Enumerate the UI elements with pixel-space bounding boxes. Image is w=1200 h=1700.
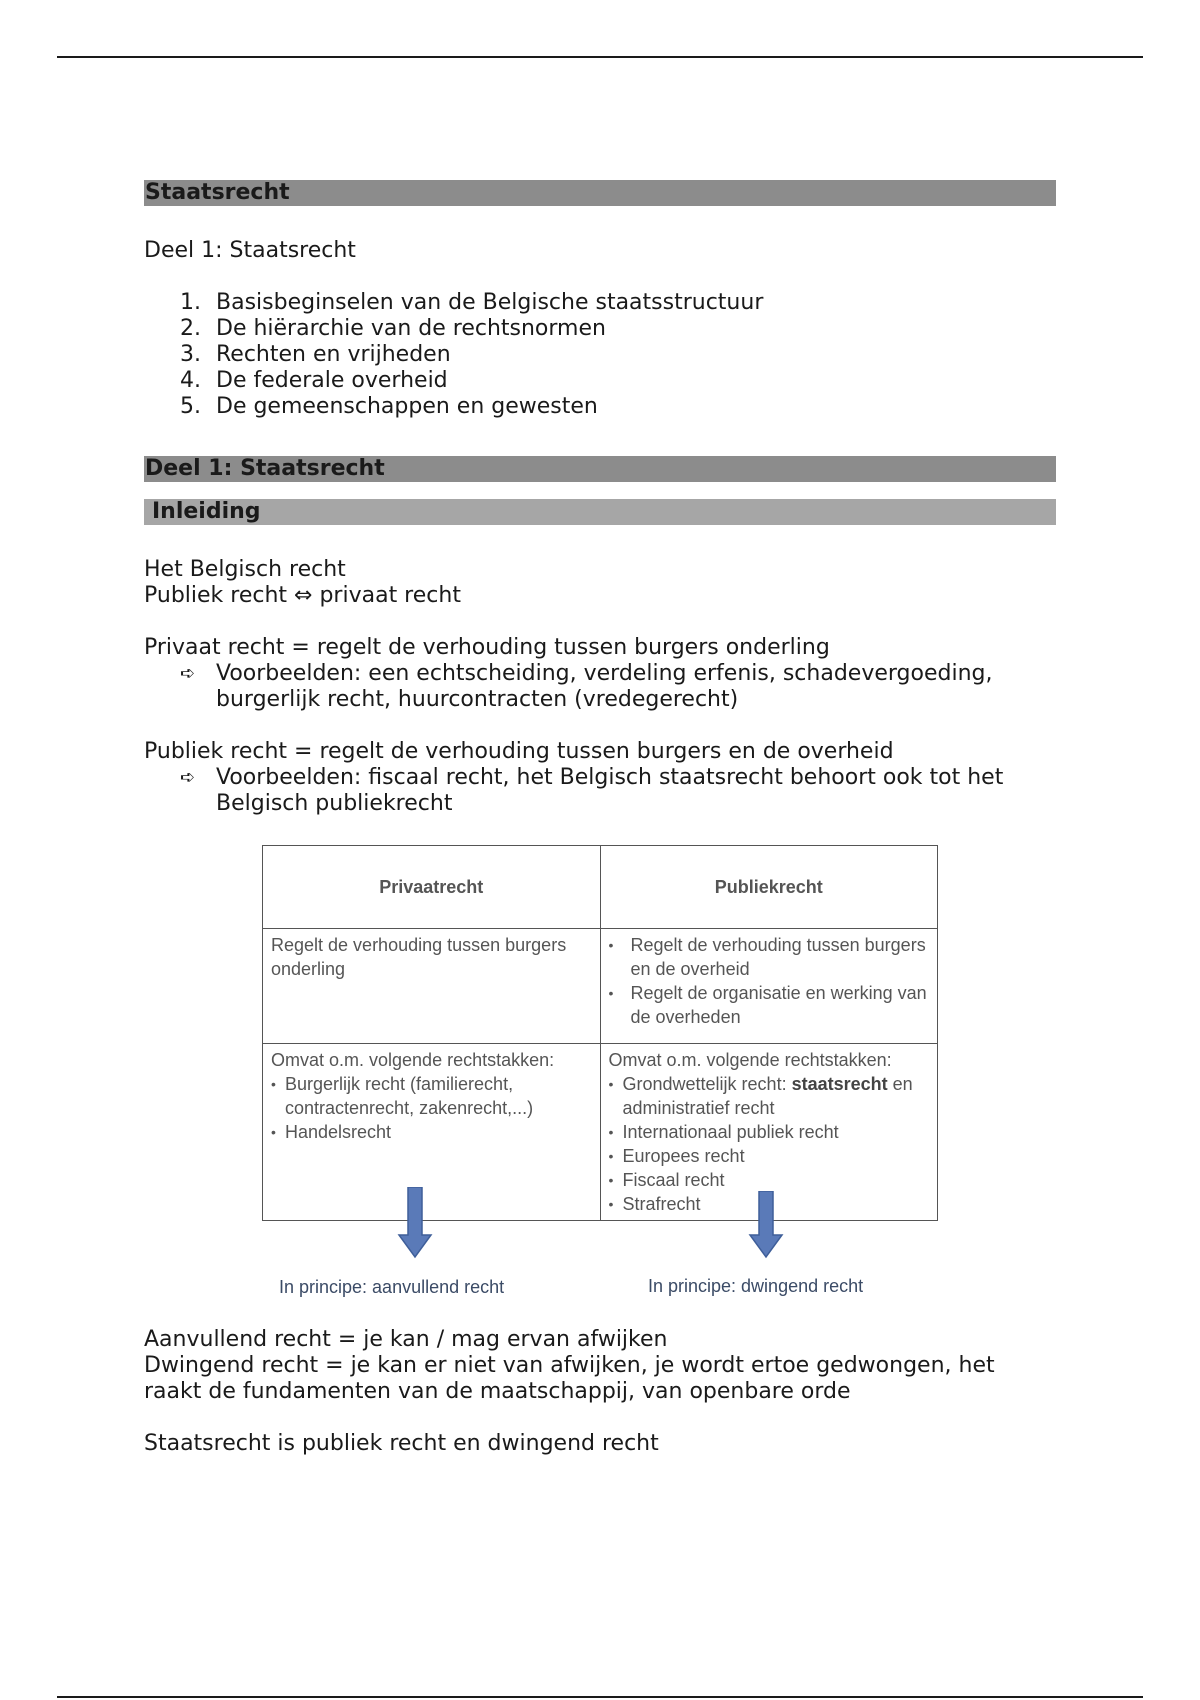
footer-rule — [57, 1696, 1143, 1698]
privaat-examples: ➪ Voorbeelden: een echtscheiding, verdeling erfenis, schadevergoeding, burgerlijk recht, huurcontracten (vredegerecht) — [180, 661, 993, 712]
intro-line: Publiek recht ⇔ privaat recht — [144, 583, 461, 608]
column-header-publiekrecht: Publiekrecht — [600, 846, 938, 929]
header-rule — [57, 56, 1143, 58]
list-item: • Regelt de verhouding tussen burgers en de overheid — [609, 933, 930, 981]
column-header-privaatrecht: Privaatrecht — [263, 846, 601, 929]
privaat-definition: Privaat recht = regelt de verhouding tussen burgers onderling — [144, 635, 830, 660]
toc-item: 1. Basisbeginselen van de Belgische staatsstructuur — [180, 290, 764, 315]
list-item: • Fiscaal recht — [609, 1168, 930, 1192]
conclusion: Staatsrecht is publiek recht en dwingend recht — [144, 1431, 659, 1456]
cell-intro: Omvat o.m. volgende rechtstakken: — [271, 1050, 555, 1070]
list-item: • Grondwettelijk recht: staatsrecht en administratief recht — [609, 1072, 930, 1120]
list-item: • Handelsrecht — [271, 1120, 592, 1144]
document-body — [144, 180, 1056, 817]
list-item: • Burgerlijk recht (familierecht, contractenrecht, zakenrecht,...) — [271, 1072, 592, 1120]
list-item: • Europees recht — [609, 1144, 930, 1168]
dwingend-definition: Dwingend recht = je kan er niet van afwijken, je wordt ertoe gedwongen, het raakt de fundamenten van de maatschappij, van openbare orde — [144, 1353, 995, 1404]
down-arrow-icon — [748, 1191, 784, 1263]
list-item: • Internationaal publiek recht — [609, 1120, 930, 1144]
arrow-right-icon: ➪ — [180, 663, 196, 684]
table-cell: Regelt de verhouding tussen burgers onderling — [263, 929, 601, 1044]
toc-item: 5. De gemeenschappen en gewesten — [180, 394, 598, 419]
publiek-definition: Publiek recht = regelt de verhouding tussen burgers en de overheid — [144, 739, 894, 764]
table-cell — [600, 929, 938, 1044]
list-item: • Regelt de organisatie en werking van de overheden — [609, 981, 930, 1029]
section-title: Staatsrecht — [144, 180, 1056, 206]
cell-intro: Omvat o.m. volgende rechtstakken: — [608, 1050, 892, 1070]
table-of-contents — [144, 290, 1056, 420]
heading-inleiding: Inleiding — [144, 499, 1056, 525]
document-body-lower — [144, 1327, 1056, 1457]
caption-dwingend: In principe: dwingend recht — [648, 1276, 864, 1296]
down-arrow-icon — [397, 1187, 433, 1259]
list-item: • Strafrecht — [609, 1192, 930, 1216]
toc-item: 3. Rechten en vrijheden — [180, 342, 451, 367]
publiek-examples: ➪ Voorbeelden: fiscaal recht, het Belgisch staatsrecht behoort ook tot het Belgisch publiekrecht — [180, 765, 1004, 816]
arrow-right-icon: ➪ — [180, 767, 196, 788]
comparison-figure — [262, 845, 940, 1305]
intro-line: Het Belgisch recht — [144, 557, 346, 582]
toc-item: 2. De hiërarchie van de rechtsnormen — [180, 316, 606, 341]
comparison-table — [262, 845, 938, 1221]
deel-label: Deel 1: Staatsrecht — [144, 238, 356, 263]
heading-deel: Deel 1: Staatsrecht — [144, 456, 1056, 482]
caption-aanvullend: In principe: aanvullend recht — [279, 1277, 505, 1297]
aanvullend-definition: Aanvullend recht = je kan / mag ervan afwijken — [144, 1327, 668, 1352]
toc-item: 4. De federale overheid — [180, 368, 448, 393]
